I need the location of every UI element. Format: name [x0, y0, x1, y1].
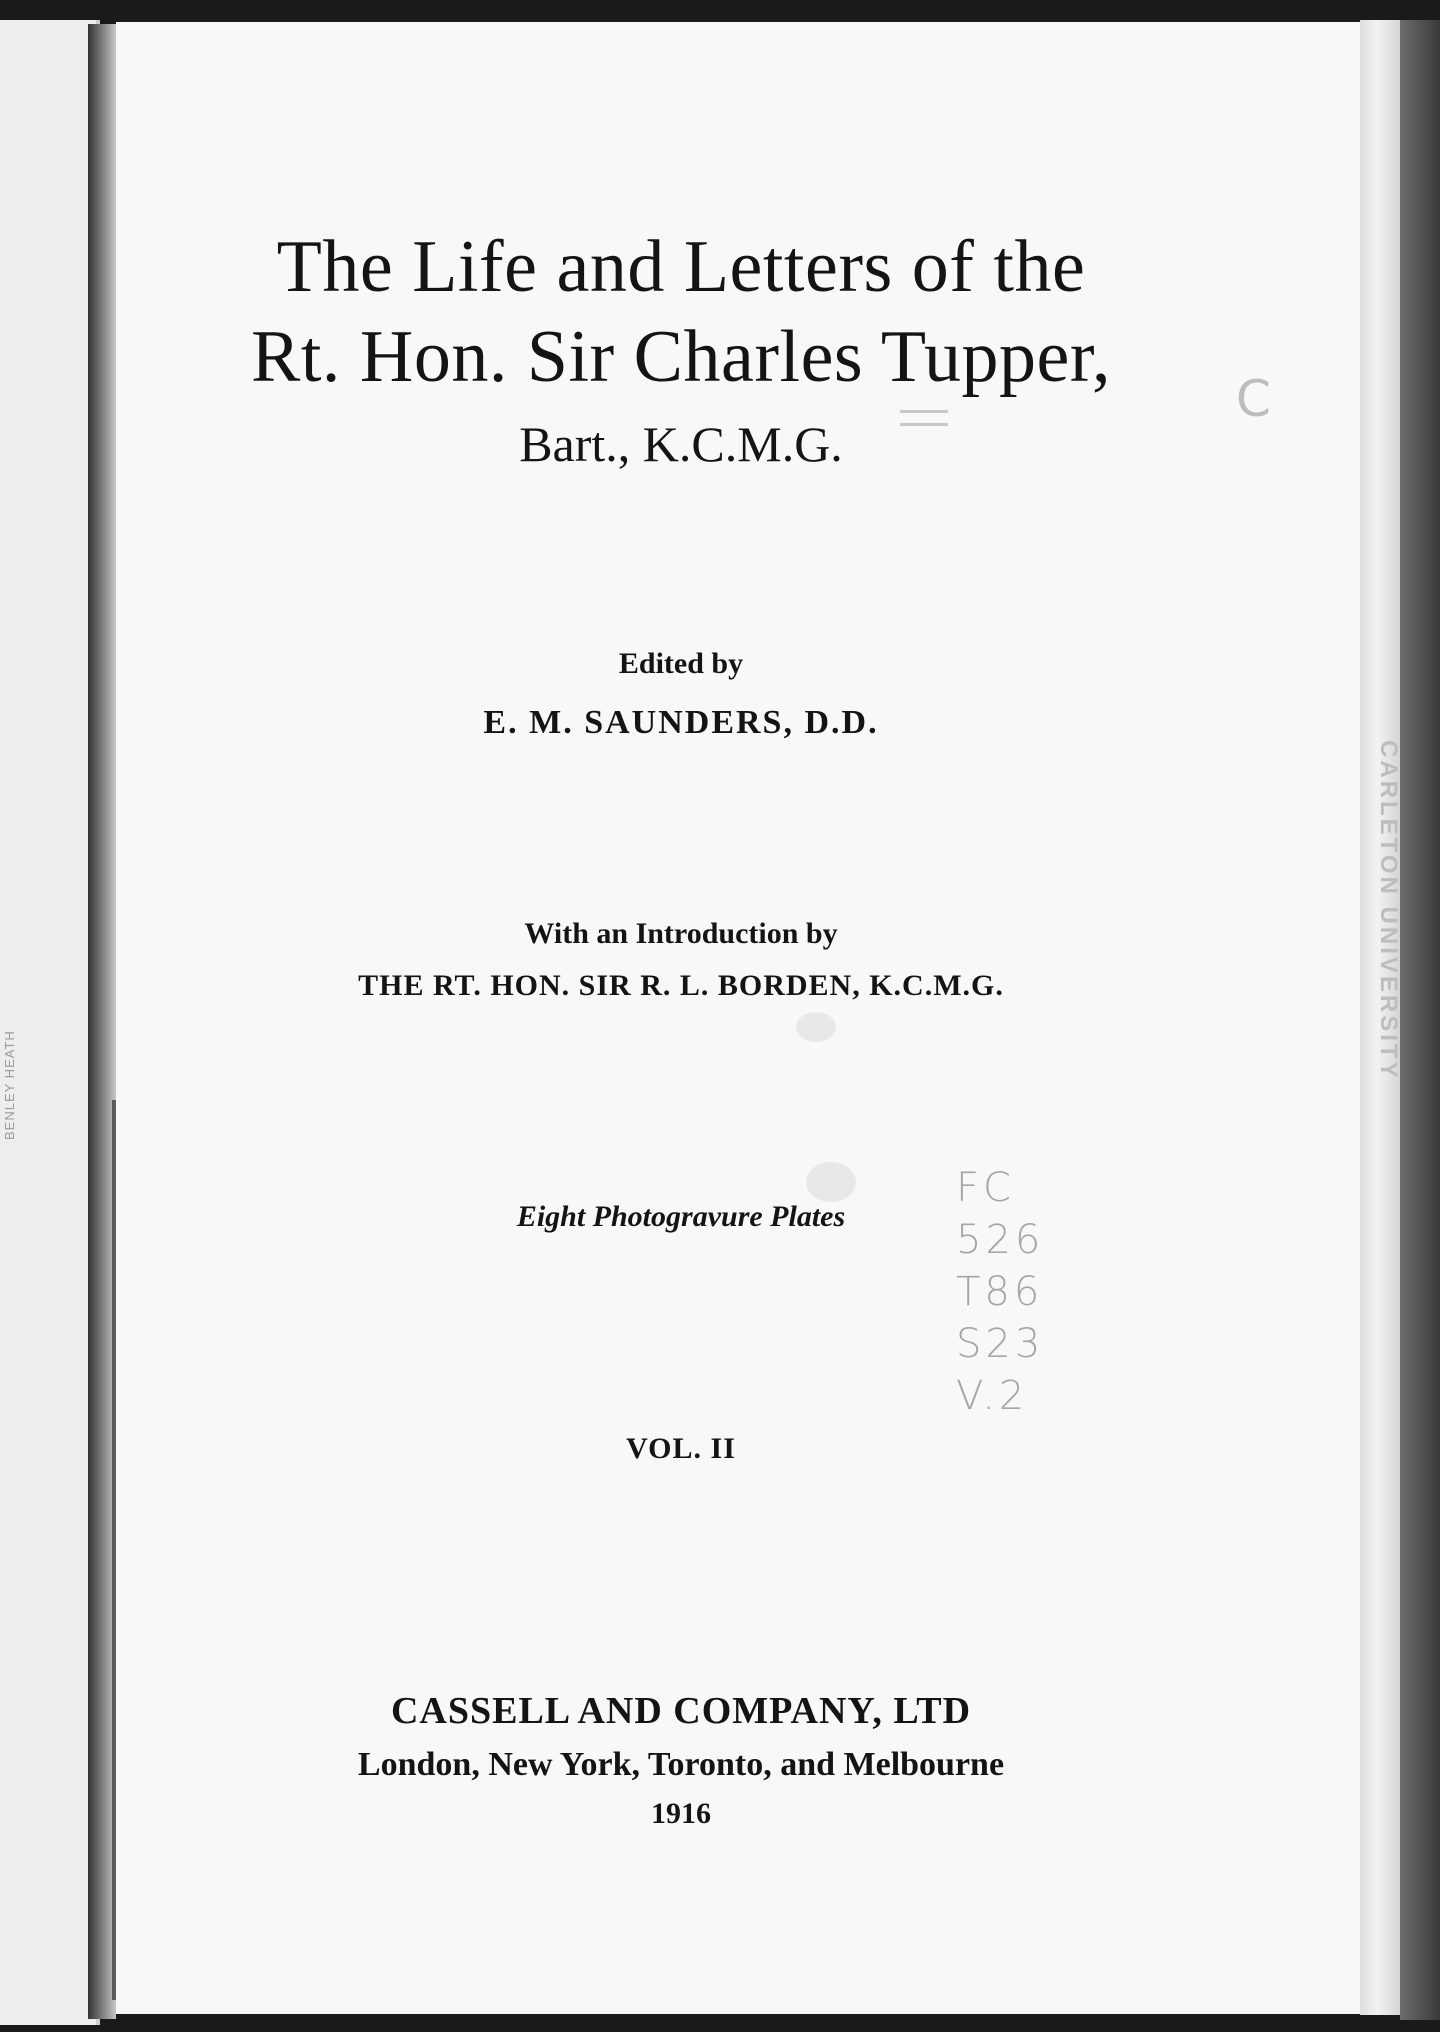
publisher-cities: London, New York, Toronto, and Melbourne: [357, 1746, 1005, 1783]
editor-name: E. M. SAUNDERS, D.D.: [483, 704, 879, 741]
handwritten-call-number: [956, 1162, 1156, 1422]
publication-year: 1916: [651, 1797, 711, 1830]
volume-number: VOL. II: [626, 1432, 736, 1465]
title-page-content: [116, 22, 1362, 2014]
paper-smudge: [796, 1012, 836, 1042]
library-stamp-spine: CARLETON UNIVERSITY: [1375, 739, 1402, 1081]
call-number-line: FC: [956, 1165, 1015, 1211]
binding-edge-left: [88, 24, 116, 2019]
call-number-line: S23: [956, 1321, 1045, 1367]
book-subtitle: Bart., K.C.M.G.: [519, 416, 843, 472]
publisher-name: CASSELL AND COMPANY, LTD: [390, 1690, 972, 1732]
title-line-2: Rt. Hon. Sir Charles Tupper,: [250, 316, 1112, 398]
left-spine-label: BENLEY HEATH: [2, 1030, 17, 1140]
call-number-line: 526: [956, 1217, 1045, 1263]
edited-by-label: Edited by: [618, 647, 744, 680]
handwritten-margin-mark: C: [1236, 370, 1271, 428]
plates-note: Eight Photogravure Plates: [516, 1200, 846, 1233]
call-number-line: V.2: [956, 1373, 1029, 1419]
title-line-1: The Life and Letters of the: [276, 226, 1086, 308]
pencil-underline-mark: [900, 410, 948, 426]
call-number-line: T86: [956, 1269, 1044, 1315]
paper-smudge: [806, 1162, 856, 1202]
binding-edge-right: [1400, 20, 1440, 2020]
book-title: [116, 222, 1246, 402]
introduction-author: THE RT. HON. SIR R. L. BORDEN, K.C.M.G.: [358, 969, 1004, 1002]
introduction-label: With an Introduction by: [524, 917, 838, 950]
